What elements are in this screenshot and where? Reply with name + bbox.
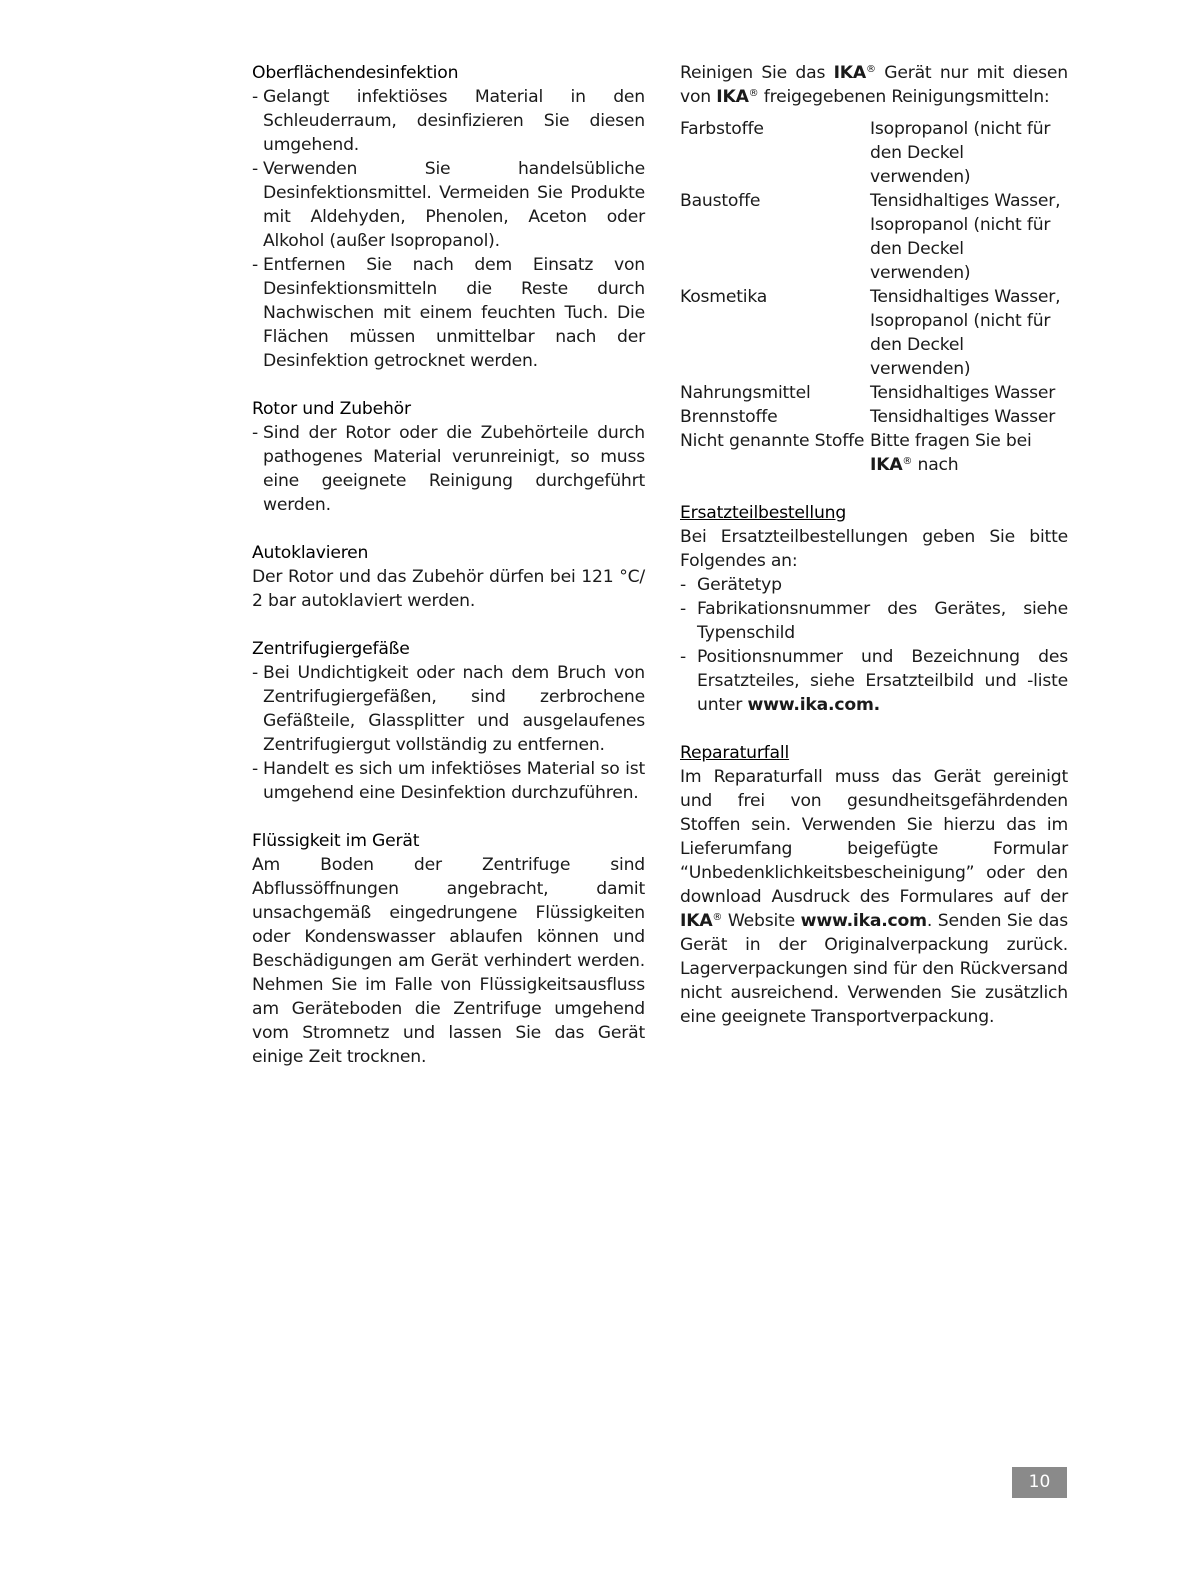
agent-cell [870, 429, 1068, 477]
table-row [680, 117, 1068, 189]
registered-mark: ® [866, 64, 876, 75]
list-item: - Handelt es sich um infektiöses Material so ist umgehend eine Desinfektion durchzuführen. [252, 757, 645, 805]
autoclave-heading: Autoklavieren [252, 543, 369, 563]
substance-cell: Brennstoffe [680, 407, 778, 427]
vessels-list [252, 661, 645, 805]
right-column [680, 61, 1068, 1029]
repair-text-part: Im Reparaturfall muss das Gerät gereinigt und frei von gesundheitsgefährdenden Stoffen sein. Verwenden Sie hierzu das im Lieferumfang beigefügte Formular “Unbedenklichkeitsbescheinigung” oder den download Ausdruck des Formulares auf der [680, 767, 1068, 907]
registered-mark: ® [902, 456, 913, 467]
liquid-text: Am Boden der Zentrifuge sind Abflussöffnungen angebracht, damit unsachgemäß eingedrungene Flüssigkeiten oder Kondenswasser ablaufen können und Beschädigungen am Gerät verhindert werden. Nehmen Sie im Falle von Flüssigkeitsausfluss am Geräteboden die Zentrifuge umgehend vom Stromnetz und lassen Sie das Gerät einige Zeit trocknen. [252, 855, 645, 1067]
brand-name: IKA [680, 911, 713, 931]
list-item: - Verwenden Sie handelsübliche Desinfektionsmittel. Vermeiden Sie Produkte mit Aldehyden, Phenolen, Aceton oder Alkohol (außer Isopropanol). [252, 157, 645, 253]
list-item [680, 645, 1068, 717]
website-link[interactable]: www.ika.com. [747, 695, 880, 715]
list-item: - Sind der Rotor oder die Zubehörteile durch pathogenes Material verunreinigt, so muss eine geeignete Reinigung durchgeführt werden. [252, 421, 645, 517]
list-item: - Bei Undichtigkeit oder nach dem Bruch von Zentrifugiergefäßen, sind zerbrochene Gefäßteile, Glassplitter und ausgelaufenes Zentrifugiergut vollständig zu entfernen. [252, 661, 645, 757]
table-row [680, 405, 1068, 429]
liquid-heading: Flüssigkeit im Gerät [252, 831, 420, 851]
substance-cell: Nahrungsmittel [680, 383, 811, 403]
agent-cell: Tensidhaltiges Wasser, Isopropanol (nicht für den Deckel verwenden) [870, 287, 1061, 379]
list-item: - Fabrikationsnummer des Gerätes, siehe Typenschild [680, 597, 1068, 645]
repair-text [680, 765, 1068, 1029]
cleaning-intro [680, 61, 1068, 109]
registered-mark: ® [712, 912, 723, 923]
agent-text: nach [917, 455, 959, 475]
spare-parts-heading: Ersatzteilbestellung [680, 503, 847, 523]
list-item: - Entfernen Sie nach dem Einsatz von Desinfektionsmitteln die Reste durch Nachwischen mit einem feuchten Tuch. Die Flächen müssen unmittelbar nach der Desinfektion getrocknet werden. [252, 253, 645, 373]
intro-text: Gerät nur mit diesen von [680, 63, 1068, 107]
table-row [680, 429, 1068, 477]
surface-disinfection-list [252, 85, 645, 373]
table-row [680, 189, 1068, 285]
intro-text: freigegebenen Reinigungsmitteln: [763, 87, 1050, 107]
agent-text: Bitte fragen Sie bei [870, 431, 1032, 451]
intro-text: Reinigen Sie das [680, 63, 826, 83]
website-link[interactable]: www.ika.com [800, 911, 927, 931]
substance-cell: Kosmetika [680, 287, 768, 307]
page-number: 10 [1012, 1467, 1067, 1498]
substance-cell: Baustoffe [680, 191, 761, 211]
cleaning-agents-table [680, 117, 1068, 477]
agent-cell: Tensidhaltiges Wasser [870, 407, 1056, 427]
agent-cell: Tensidhaltiges Wasser [870, 383, 1056, 403]
list-item-text: Positionsnummer und Bezeichnung des Ersatzteiles, siehe Ersatzteilbild und -liste unter [697, 647, 1068, 715]
spare-parts-intro: Bei Ersatzteilbestellungen geben Sie bitte Folgendes an: [680, 527, 1068, 571]
brand-name: IKA [833, 63, 867, 83]
repair-heading: Reparaturfall [680, 743, 790, 763]
brand-name: IKA [870, 455, 903, 475]
registered-mark: ® [748, 88, 759, 99]
vessels-heading: Zentrifugiergefäße [252, 639, 410, 659]
rotor-list [252, 421, 645, 517]
list-item: - Gerätetyp [680, 573, 1068, 597]
left-column [252, 61, 645, 1069]
agent-cell: Isopropanol (nicht für den Deckel verwenden) [870, 119, 1051, 187]
list-item: - Gelangt infektiöses Material in den Schleuderraum, desinfizieren Sie diesen umgehend. [252, 85, 645, 157]
autoclave-text: Der Rotor und das Zubehör dürfen bei 121 °C/ 2 bar autoklaviert werden. [252, 567, 645, 611]
rotor-heading: Rotor und Zubehör [252, 399, 411, 419]
spare-parts-list [680, 573, 1068, 717]
agent-cell: Tensidhaltiges Wasser, Isopropanol (nicht für den Deckel verwenden) [870, 191, 1061, 283]
surface-disinfection-heading: Oberflächendesinfektion [252, 63, 459, 83]
substance-cell: Nicht genannte Stoffe [680, 431, 865, 451]
brand-name: IKA [716, 87, 749, 107]
repair-text-part: Website [727, 911, 795, 931]
table-row [680, 381, 1068, 405]
table-row [680, 285, 1068, 381]
repair-text-part: . Senden Sie das Gerät in der Originalverpackung zurück. Lagerverpackungen sind für den Rückversand nicht ausreichend. Verwenden Sie zusätzlich eine geeignete Transportverpackung. [680, 911, 1069, 1027]
substance-cell: Farbstoffe [680, 119, 764, 139]
